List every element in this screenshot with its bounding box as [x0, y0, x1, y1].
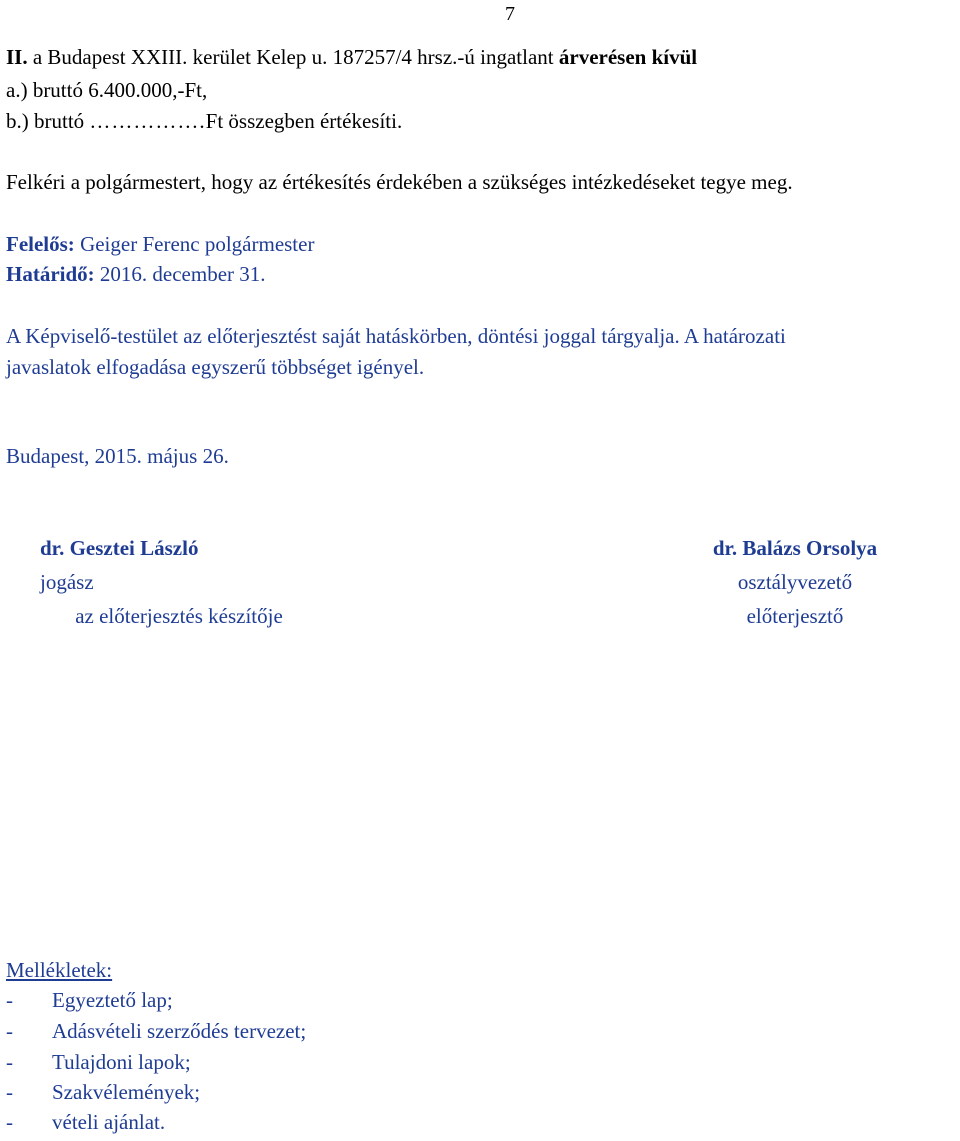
deadline-line: [6, 264, 266, 285]
attachment-bullet: -: [6, 1080, 13, 1104]
attachment-item: [6, 1021, 306, 1042]
option-b-dots: …………….: [89, 109, 206, 133]
option-b-suffix: Ft összegben értékesíti.: [205, 109, 403, 133]
signatory-left-function: az előterjesztés készítője: [75, 604, 283, 628]
deadline-label: Határidő:: [6, 262, 95, 286]
section-ii-line: [6, 47, 697, 68]
attachment-item: [6, 1112, 165, 1133]
responsible-value: Geiger Ferenc polgármester: [74, 232, 315, 256]
attachment-item: [6, 990, 173, 1011]
signatory-right-function: előterjesztő: [746, 604, 844, 628]
section-ii-prefix: II.: [6, 45, 28, 69]
signatory-right-name: dr. Balázs Orsolya: [712, 536, 878, 560]
section-ii-text: a Budapest XXIII. kerület Kelep u. 187257/4 hrsz.-ú ingatlant: [27, 45, 559, 69]
attachment-bullet: -: [6, 1050, 13, 1074]
attachment-label: vételi ajánlat.: [52, 1110, 166, 1134]
option-b-prefix: b.) bruttó: [6, 109, 90, 133]
attachment-bullet: -: [6, 1110, 13, 1134]
section-ii-emphasis: árverésen kívül: [558, 45, 698, 69]
place-date: Budapest, 2015. május 26.: [6, 444, 229, 468]
deadline-value: 2016. december 31.: [94, 262, 266, 286]
page-number: 7: [505, 3, 515, 25]
signatory-left-name: dr. Gesztei László: [40, 536, 199, 560]
responsible-label: Felelős:: [6, 232, 75, 256]
request-text: Felkéri a polgármestert, hogy az értékesítés érdekében a szükséges intézkedéseket tegye meg.: [6, 170, 793, 194]
attachment-label: Adásvételi szerződés tervezet;: [52, 1019, 307, 1043]
signatory-left-role: jogász: [40, 570, 94, 594]
option-b: [6, 111, 402, 132]
procedure-line-2: javaslatok elfogadása egyszerű többséget igényel.: [6, 355, 425, 379]
attachment-bullet: -: [6, 1019, 13, 1043]
attachments-heading: Mellékletek:: [6, 958, 113, 982]
responsible-line: [6, 234, 314, 255]
signatory-left: [40, 531, 318, 633]
attachment-label: Egyeztető lap;: [52, 988, 173, 1012]
option-a: a.) bruttó 6.400.000,-Ft,: [6, 78, 208, 102]
attachment-label: Tulajdoni lapok;: [52, 1050, 191, 1074]
signatory-right: [680, 531, 910, 633]
attachment-item: [6, 1082, 200, 1103]
signatory-right-role: osztályvezető: [737, 570, 853, 594]
procedure-line-1: A Képviselő-testület az előterjesztést saját hatáskörben, döntési joggal tárgyalja. A határozati: [6, 324, 786, 348]
attachment-bullet: -: [6, 988, 13, 1012]
attachment-item: [6, 1052, 191, 1073]
attachment-label: Szakvélemények;: [52, 1080, 201, 1104]
